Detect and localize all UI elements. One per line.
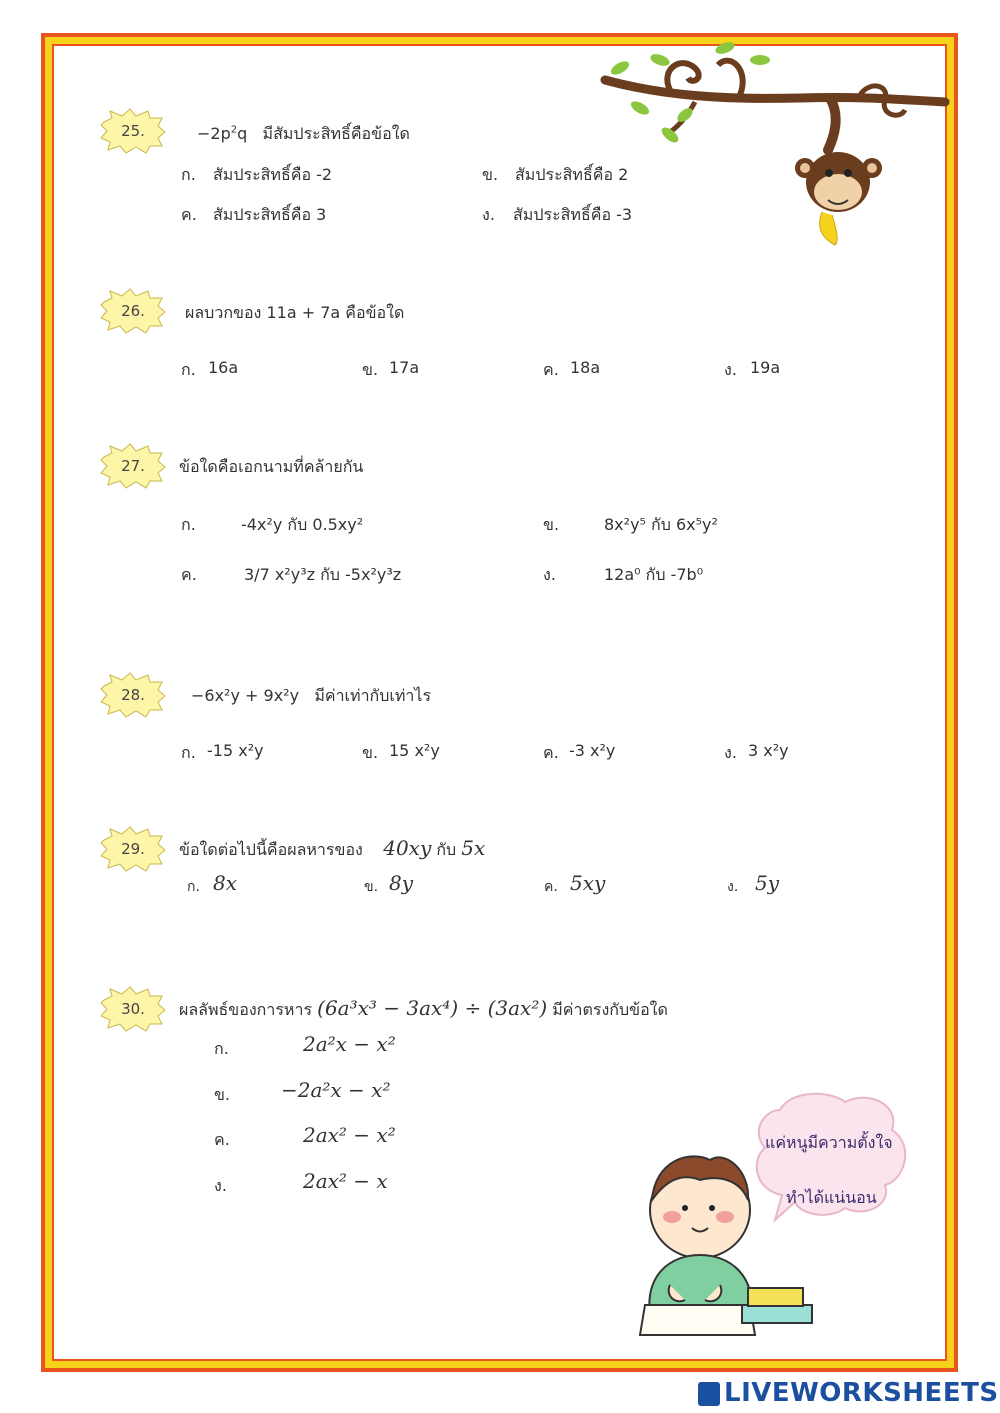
choice-label: ข. bbox=[362, 360, 379, 379]
choice-text: −2a²x − x² bbox=[281, 1078, 391, 1102]
question-25-prompt: $-2p^2q$ มีสัมประสิทธิ์คือข้อใด bbox=[197, 124, 410, 143]
question-number: 26. bbox=[121, 302, 145, 320]
choice-text: 16a bbox=[208, 358, 239, 377]
choice-label: ค. bbox=[214, 1130, 230, 1149]
choice-label: ก. bbox=[187, 879, 200, 895]
question-29-connector: กับ bbox=[436, 840, 457, 859]
question-badge-25 bbox=[100, 108, 166, 154]
question-27-text: ข้อใดคือเอกนามที่คล้ายกัน bbox=[179, 457, 364, 476]
question-30-tail: มีค่าตรงกับข้อใด bbox=[552, 1000, 668, 1019]
question-29-expression: 40xy bbox=[383, 836, 432, 860]
choice-label: ค. bbox=[181, 565, 197, 584]
question-28-text: มีค่าเท่ากับเท่าไร bbox=[314, 686, 432, 705]
choice-label: ง. bbox=[727, 879, 739, 895]
question-number: 27. bbox=[121, 457, 145, 475]
question-30-prompt bbox=[179, 996, 668, 1023]
choice-label: ง. bbox=[482, 205, 495, 224]
question-25-text: มีสัมประสิทธิ์คือข้อใด bbox=[262, 124, 410, 143]
choice-text: -3 x²y bbox=[569, 741, 616, 760]
choice-text: 8y bbox=[389, 871, 414, 895]
liveworksheets-logo-icon bbox=[698, 1382, 720, 1406]
choice-text: -15 x²y bbox=[207, 741, 264, 760]
question-number: 29. bbox=[121, 840, 145, 858]
monkey-branch-illustration bbox=[600, 40, 950, 255]
choice-text: 15 x²y bbox=[389, 741, 440, 760]
choice-label: ค. bbox=[543, 360, 559, 379]
question-badge-27 bbox=[100, 443, 166, 489]
choice-text: -4x²y กับ 0.5xy² bbox=[241, 515, 364, 534]
choice-label: ง. bbox=[724, 743, 737, 762]
choice-label: ข. bbox=[362, 743, 379, 762]
choice-text: สัมประสิทธิ์คือ -2 bbox=[213, 165, 333, 184]
liveworksheets-logo[interactable] bbox=[698, 1378, 999, 1408]
choice-text: 19a bbox=[750, 358, 781, 377]
choice-label: ค. bbox=[543, 743, 559, 762]
choice-text: 3 x²y bbox=[748, 741, 789, 760]
choice-text: สัมประสิทธิ์คือ 2 bbox=[515, 165, 629, 184]
question-29-text: ข้อใดต่อไปนี้คือผลหารของ bbox=[179, 840, 363, 859]
question-28-prompt bbox=[191, 684, 431, 709]
speech-bubble-line-2: ทำได้แน่นอน bbox=[786, 1188, 877, 1207]
question-29-expression-2: 5x bbox=[461, 836, 486, 860]
student-reading-illustration bbox=[630, 1090, 920, 1340]
choice-label: ก. bbox=[214, 1039, 229, 1058]
choice-label: ข. bbox=[214, 1085, 231, 1104]
choice-text: 2ax² − x² bbox=[303, 1123, 396, 1147]
question-badge-29 bbox=[100, 826, 166, 872]
choice-label: ก. bbox=[181, 515, 196, 534]
choice-text: 17a bbox=[389, 358, 420, 377]
choice-text: 5xy bbox=[570, 871, 606, 895]
question-badge-30 bbox=[100, 986, 166, 1032]
question-25-expression-tail: q bbox=[237, 124, 248, 143]
choice-label: ง. bbox=[214, 1176, 227, 1195]
question-25-expression: −2p bbox=[197, 124, 231, 143]
choice-label: ก. bbox=[181, 165, 196, 184]
choice-text: 8x²y⁵ กับ 6x⁵y² bbox=[604, 515, 718, 534]
choice-text: 12a⁰ กับ -7b⁰ bbox=[604, 565, 704, 584]
choice-text: 2a²x − x² bbox=[303, 1032, 396, 1056]
choice-label: ง. bbox=[724, 360, 737, 379]
question-28-expression: −6x²y + 9x²y bbox=[191, 686, 300, 705]
choice-label: ก. bbox=[181, 743, 196, 762]
choice-text: 3/7 x²y³z กับ -5x²y³z bbox=[244, 565, 402, 584]
speech-bubble-line-1: แค่หนูมีความตั้งใจ bbox=[765, 1133, 893, 1152]
question-26-text: ผลบวกของ 11a + 7a คือข้อใด bbox=[185, 303, 405, 322]
question-29-prompt bbox=[179, 836, 485, 863]
choice-text: 5y bbox=[755, 871, 780, 895]
choice-text: 18a bbox=[570, 358, 601, 377]
choice-label: ง. bbox=[543, 565, 556, 584]
choice-label: ข. bbox=[364, 879, 379, 895]
choice-label: ข. bbox=[482, 165, 499, 184]
choice-label: ข. bbox=[543, 515, 560, 534]
question-number: 28. bbox=[121, 686, 145, 704]
liveworksheets-logo-text: LIVEWORKSHEETS bbox=[724, 1378, 999, 1408]
question-30-expression: (6a³x³ − 3ax⁴) ÷ (3ax²) bbox=[317, 996, 548, 1020]
question-badge-26 bbox=[100, 288, 166, 334]
choice-text: 2ax² − x bbox=[303, 1169, 388, 1193]
question-number: 25. bbox=[121, 122, 145, 140]
choice-text: 8x bbox=[213, 871, 238, 895]
choice-label: ค. bbox=[181, 205, 197, 224]
question-number: 30. bbox=[121, 1000, 145, 1018]
choice-label: ก. bbox=[181, 360, 196, 379]
question-badge-28 bbox=[100, 672, 166, 718]
choice-label: ค. bbox=[544, 879, 558, 895]
question-30-text: ผลลัพธ์ของการหาร bbox=[179, 1000, 313, 1019]
choice-text: สัมประสิทธิ์คือ 3 bbox=[213, 205, 327, 224]
choice-text: สัมประสิทธิ์คือ -3 bbox=[513, 205, 633, 224]
